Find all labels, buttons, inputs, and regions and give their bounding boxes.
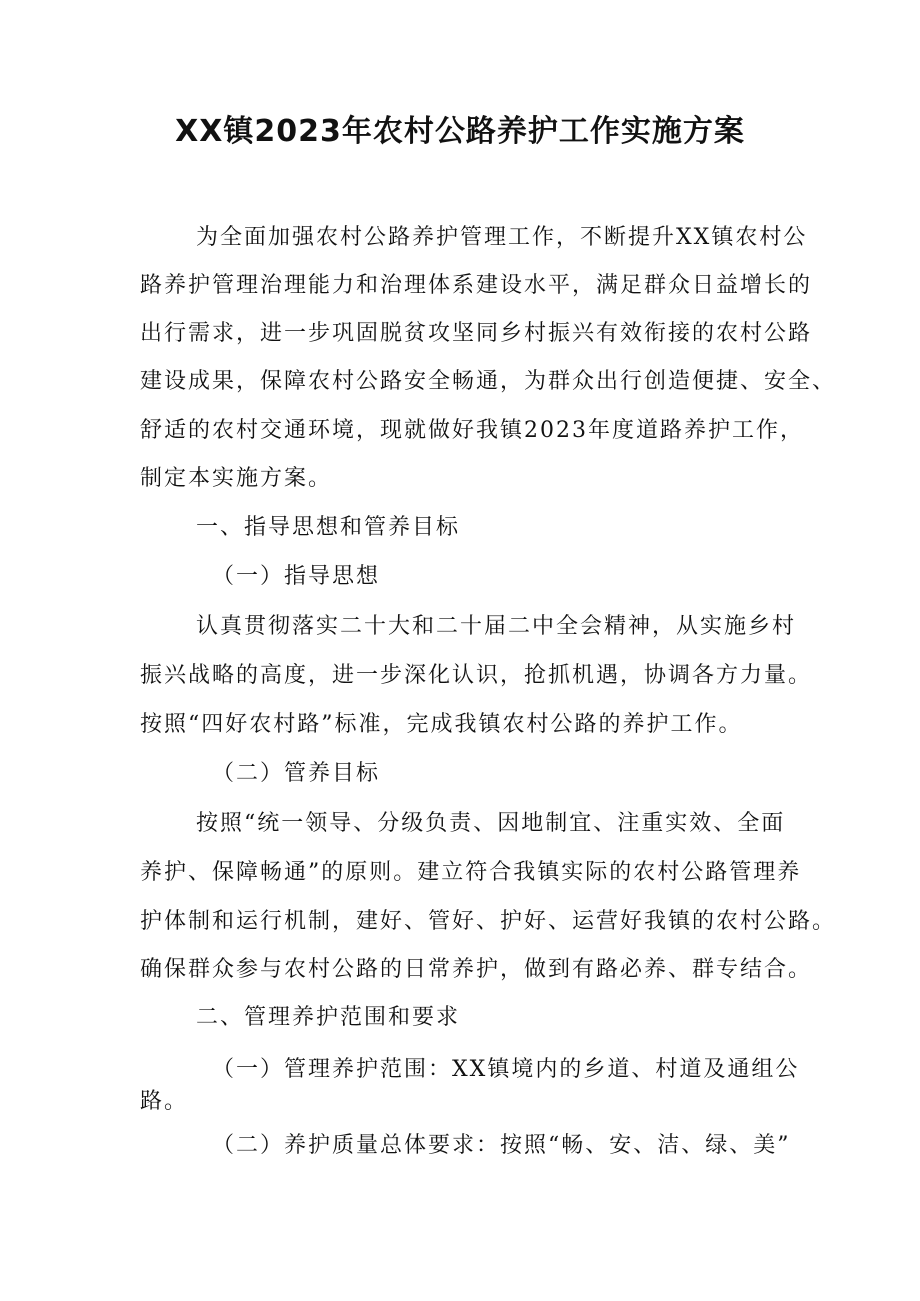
paragraph-line: 制定本实施方案。 [140,466,333,491]
paragraph-line: 确保群众参与农村公路的日常养护，做到有路必养、群专结合。 [140,957,813,982]
paragraph-line: 振兴战略的高度，进一步深化认识，抢抓机遇，协调各方力量。 [140,663,813,688]
paragraph-line: 出行需求，进一步巩固脱贫攻坚同乡村振兴有效衔接的农村公路 [140,321,813,346]
section-heading: 一、指导思想和管养目标 [196,515,461,540]
paragraph-line: （二）养护质量总体要求：按照“畅、安、洁、绿、美” [212,1133,791,1158]
paragraph-line: 路。 [140,1089,189,1114]
paragraph-line: （一）管理养护范围：XX镇境内的乡道、村道及通组公 [212,1057,800,1082]
document-title: XX镇2023年农村公路养护工作实施方案 [175,114,745,149]
paragraph-line: 护体制和运行机制，建好、管好、护好、运营好我镇的农村公路。 [140,909,837,934]
paragraph-line: 为全面加强农村公路养护管理工作，不断提升XX镇农村公 [196,225,808,250]
subsection-heading: （一）指导思想 [212,564,381,589]
paragraph-line: 认真贯彻落实二十大和二十届二中全会精神，从实施乡村 [196,614,797,639]
paragraph-line: 舒适的农村交通环境，现就做好我镇2023年度道路养护工作， [140,418,804,443]
paragraph-line: 养护、保障畅通”的原则。建立符合我镇实际的农村公路管理养 [140,860,802,885]
section-heading: 二、管理养护范围和要求 [196,1005,461,1030]
subsection-heading: （二）管养目标 [212,761,381,786]
paragraph-line: 按照“统一领导、分级负责、因地制宜、注重实效、全面 [196,811,786,836]
paragraph-line: 路养护管理治理能力和治理体系建设水平，满足群众日益增长的 [140,273,813,298]
paragraph-line: 按照“四好农村路”标准，完成我镇农村公路的养护工作。 [140,712,743,737]
paragraph-line: 建设成果，保障农村公路安全畅通，为群众出行创造便捷、安全、 [140,369,837,394]
